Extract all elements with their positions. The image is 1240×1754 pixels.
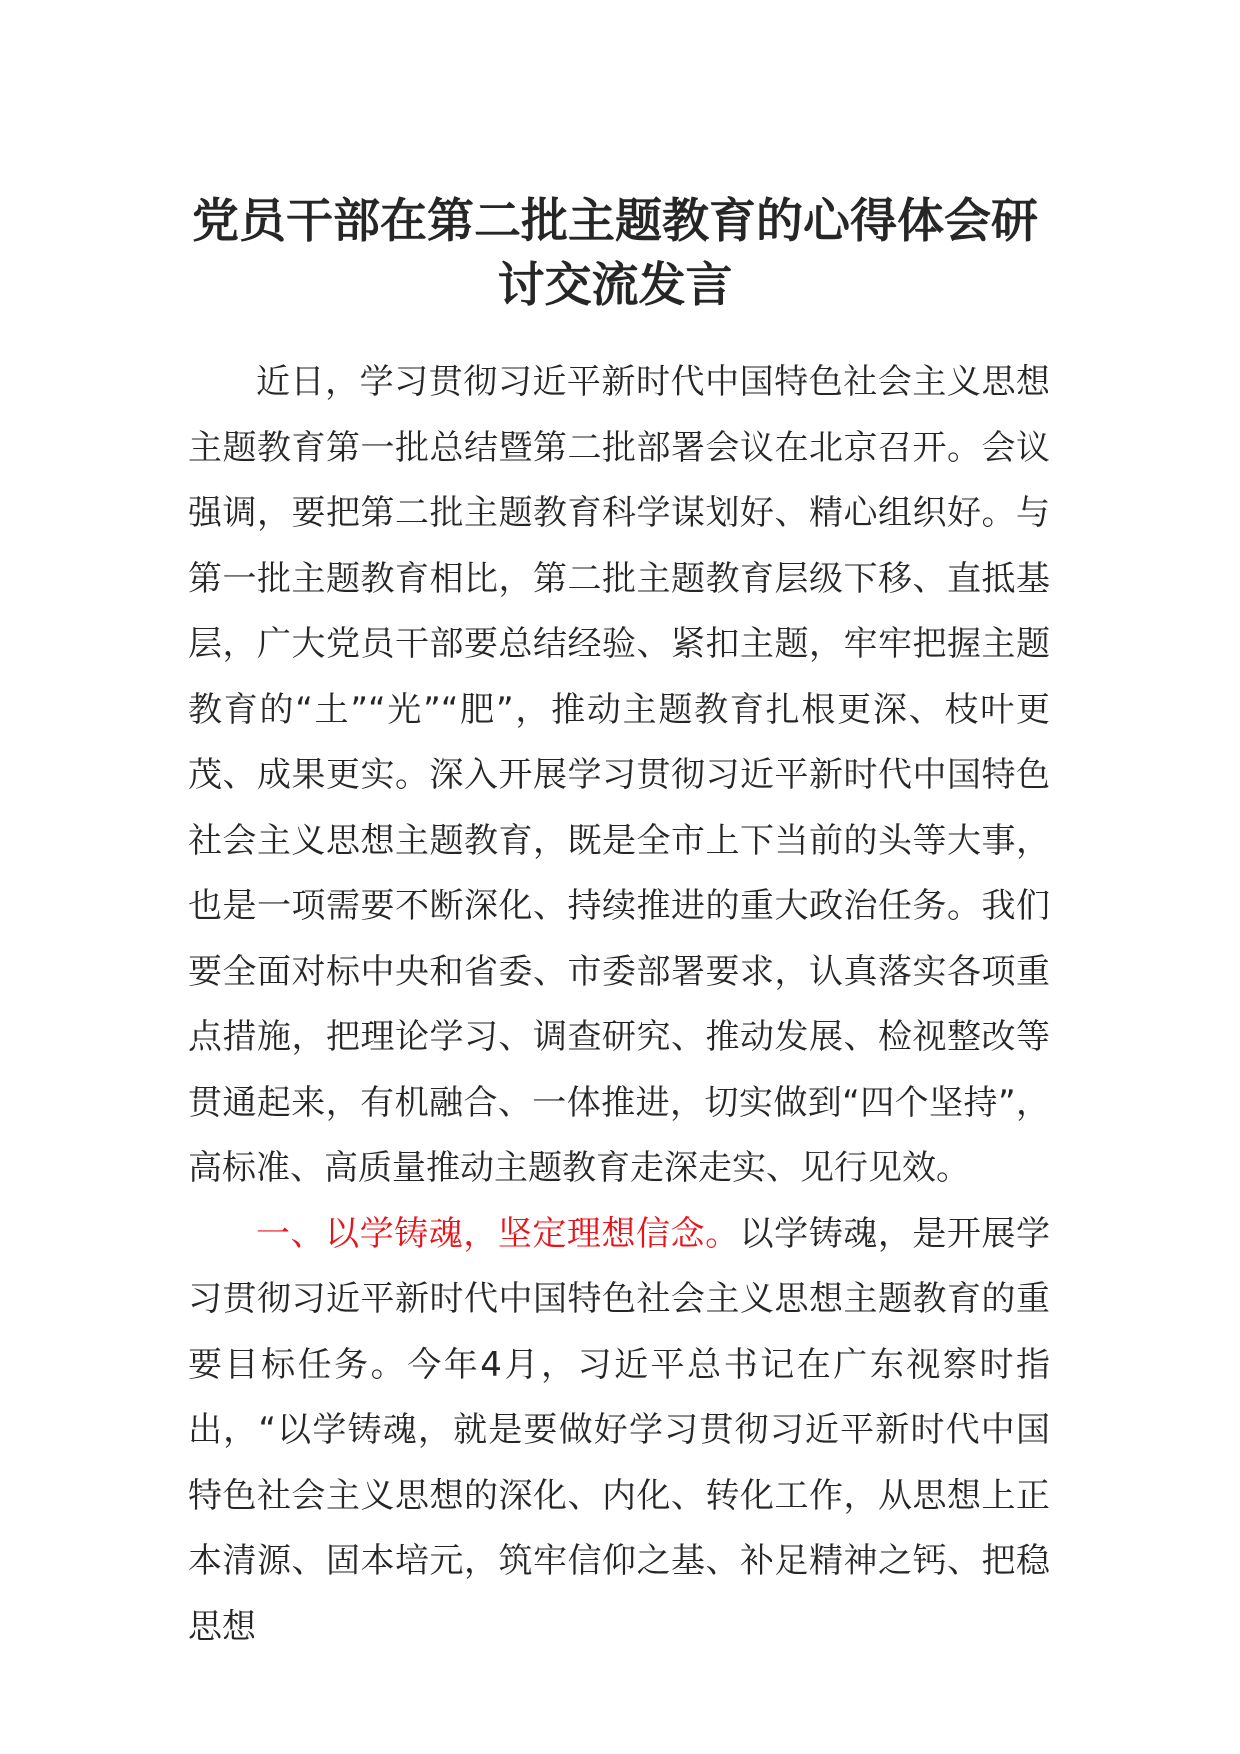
paragraph-intro: 近日，学习贯彻习近平新时代中国特色社会主义思想主题教育第一批总结暨第二批部署会议在北京召开。会议强调，要把第二批主题教育科学谋划好、精心组织好。与第一批主题教育相比，第二批主题教育层级下移、直抵基层，广大党员干部要总结经验、紧扣主题，牢牢把握主题教育的“土”“光”“肥”，推动主题教育扎根更深、枝叶更茂、成果更实。深入开展学习贯彻习近平新时代中国特色社会主义思想主题教育，既是全市上下当前的头等大事，也是一项需要不断深化、持续推进的重大政治任务。我们要全面对标中央和省委、市委部署要求，认真落实各项重点措施，把理论学习、调查研究、推动发展、检视整改等贯通起来，有机融合、一体推进，切实做到“四个坚持”，高标准、高质量推动主题教育走深走实、见行见效。	[188, 362, 1050, 1188]
section-text-1: 以学铸魂，是开展学习贯彻习近平新时代中国特色社会主义思想主题教育的重要目标任务。今年4月，习近平总书记在广东视察时指出，“以学铸魂，就是要做好学习贯彻习近平新时代中国特色社会主义思想的深化、内化、转化工作，从思想上正本清源、固本培元，筑牢信仰之基、补足精神之钙、把稳思想	[188, 1213, 1051, 1647]
document-body	[188, 350, 1050, 1660]
document-title: 党员干部在第二批主题教育的心得体会研讨交流发言	[192, 194, 1038, 313]
section-heading-1: 一、以学铸魂，坚定理想信念。	[256, 1213, 740, 1254]
paragraph-section-1	[188, 1202, 1050, 1661]
